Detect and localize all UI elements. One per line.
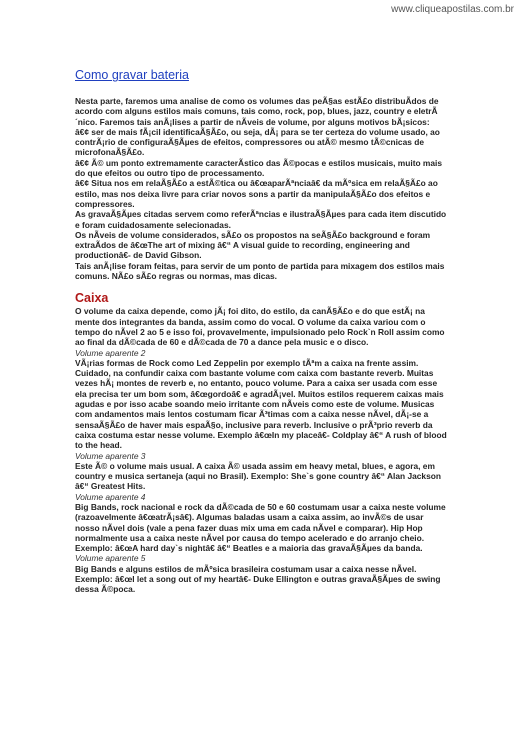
subsection-label: Volume aparente 3 <box>75 450 146 461</box>
subsection-label: Volume aparente 5 <box>75 553 146 564</box>
bullet-item: â€¢ Ã© um ponto extremamente caracterÃstico das Ã©pocas e estilos musicais, muito mais do que efeitos ou outro tipo de processamento. <box>75 157 443 179</box>
subsection-text: Big Bands, rock nacional e rock da dÃ©cada de 50 e 60 costumam usar a caixa neste volume (razoavelmente â€œatrÃ¡sâ€). Algumas baladas usam a caixa assim, ao invÃ©s de usar nosso nÃvel dois (vale a pena fazer duas mix uma em cada nÃvel e comparar). Hip Hop normalmente usa a caixa neste nÃvel por causa do tempo acelerado e do arranjo cheio. Exemplo: â€œA hard day`s nightâ€ â€“ Beatles e a maioria das gravaÃ§Ãµes da banda. <box>75 501 446 554</box>
bullet-item: â€¢ ser de mais fÃ¡cil identificaÃ§Ã£o, ou seja, dÃ¡ para se ter certeza do volume usado, ao contrÃ¡rio de configuraÃ§Ãµes de efeitos, compressores ou atÃ© mesmo tÃ©cnicas de microfonaÃ§Ã£o. <box>75 126 440 158</box>
subsection-text: VÃ¡rias formas de Rock como Led Zeppelin por exemplo tÃªm a caixa na frente assim. Cuidado, na confundir caixa com bastante volume com caixa com bastante reverb. Muitas vezes hÃ¡ montes de reverb e, no entanto, pouco volume. Para a caixa ser usada com esse ela precisa ter um bom som, â€œgordoâ€ e agradÃ¡vel. Muitos estilos requerem caixas mais agudas e por isso acabe soando meio irritante com nÃveis como este de volume. Musicas com andamentos mais lentos costumam ficar Ã³timas com a caixa nesse nÃvel, dÃ¡-se a sensaÃ§Ã£o de haver mais espaÃ§o, inclusive para reverb. Inclusive o prÃ³prio reverb da caixa costuma estar nesse volume. Exemplo â€œIn my placeâ€- Coldplay â€“ A rush of blood to the head. <box>75 357 447 451</box>
subsection-label: Volume aparente 2 <box>75 347 146 358</box>
document-title: Como gravar bateria <box>75 68 189 83</box>
subsection-text: Este Ã© o volume mais usual. A caixa Ã© usada assim em heavy metal, blues, e agora, em country e musica sertaneja (aqui no Brasil). Exemplo: She`s gone country â€“ Alan Jackson â€“ Greatest Hits. <box>75 460 441 492</box>
site-url[interactable]: www.cliqueapostilas.com.br <box>391 4 514 15</box>
body-paragraph: Tais anÃ¡lise foram feitas, para servir de um ponto de partida para mixagem dos estilos mais comuns. NÃ£o sÃ£o regras ou normas, mas dicas. <box>75 260 445 282</box>
body-paragraph: Os nÃveis de volume considerados, sÃ£o os propostos na seÃ§Ã£o background e foram extraÃdos de â€œThe art of mixing â€“ A visual guide to recording, engineering and productionâ€- de David Gibson. <box>75 229 431 261</box>
section-heading: Caixa <box>75 291 109 306</box>
section-lead: O volume da caixa depende, como jÃ¡ foi dito, do estilo, da canÃ§Ã£o e do que estÃ¡ na mente dos integrantes da banda, assim como do vocal. O volume da caixa variou com o tempo do nÃvel 2 ao 5 e isso foi, provavelmente, impulsionado pelo Rock`n Roll assim como ao final da dÃ©cada de 60 e dÃ©cada de 70 a dance pela music e o disco. <box>75 306 445 348</box>
subsection-label: Volume aparente 4 <box>75 491 146 502</box>
bullet-item: â€¢ Situa nos em relaÃ§Ã£o a estÃ©tica ou â€œaparÃªnciaâ€ da mÃºsica em relaÃ§Ã£o ao estilo, mas nos deixa livre para criar novos sons a partir da manipulaÃ§Ã£o dos efeitos e compressores. <box>75 178 438 209</box>
body-paragraph: As gravaÃ§Ãµes citadas servem como referÃªncias e ilustraÃ§Ãµes para cada item discutido e foram cuidadosamente selecionadas. <box>75 209 447 230</box>
subsection-text: Big Bands e alguns estilos de mÃºsica brasileira costumam usar a caixa nesse nÃvel. Exemplo: â€œI let a song out of my heartâ€- Duke Ellington e outras gravaÃ§Ãµes de swing dessa Ã©poca. <box>75 563 441 595</box>
intro-paragraph: Nesta parte, faremos uma analise de como os volumes das peÃ§as estÃ£o distribuÃdos de acordo com alguns estilos mais comuns, tais como, rock, pop, blues, jazz, country e eletrÃ´nico. Faremos tais anÃ¡lises a partir de nÃveis de volume, por alguns motivos bÃ¡sicos: <box>75 96 439 127</box>
document-body <box>75 96 447 595</box>
